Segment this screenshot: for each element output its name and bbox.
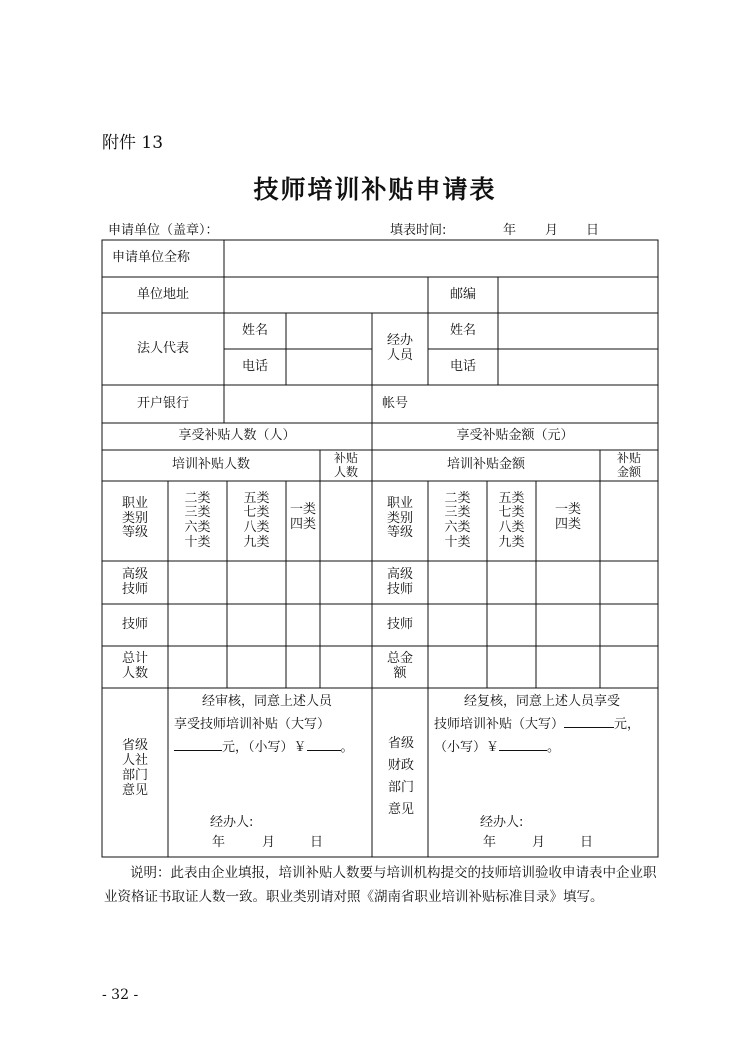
fill-time-label: 填表时间:	[390, 223, 447, 238]
prov-hr-sign-year: 年	[212, 835, 226, 850]
handler-phone-label: 电话	[449, 358, 476, 374]
postcode-field[interactable]	[498, 277, 658, 313]
training-amount-header: 培训补贴金额	[446, 457, 525, 473]
prov-fin-line3	[434, 736, 640, 759]
cat-5-7-8-9-left: 五类 七类 八类 九类	[243, 490, 270, 550]
subsidy-people-header: 享受补贴人数（人）	[178, 428, 296, 444]
page-number: - 32 -	[102, 987, 139, 1003]
prov-fin-line3a: （小写）￥	[434, 740, 500, 755]
legal-rep-name-label: 姓名	[241, 322, 268, 338]
prov-hr-sign-day: 日	[310, 835, 324, 850]
fill-day-label: 日	[586, 223, 600, 238]
senior-technician-label-right: 高级 技师	[386, 566, 413, 597]
cat-5-7-8-9-right: 五类 七类 八类 九类	[498, 490, 525, 550]
prov-fin-sign-day: 日	[580, 835, 594, 850]
prov-fin-sign-year: 年	[483, 835, 497, 850]
unit-full-name-label: 申请单位全称	[112, 250, 191, 266]
unit-address-label: 单位地址	[136, 286, 189, 302]
bank-label: 开户银行	[136, 395, 189, 411]
prov-hr-sign-month: 月	[262, 835, 276, 850]
prov-hr-line3b: 。	[340, 740, 354, 755]
handler-name-field[interactable]	[498, 313, 658, 349]
training-people-header: 培训补贴人数	[171, 457, 250, 473]
prov-fin-amount-lower-blank[interactable]	[499, 736, 547, 751]
cat-1-4-right: 一类 四类	[554, 502, 581, 532]
applicant-unit-label: 申请单位（盖章）：	[108, 223, 219, 238]
level-label-left: 职业 类别 等级	[121, 496, 148, 541]
postcode-label: 邮编	[449, 286, 476, 302]
level-label-right: 职业 类别 等级	[386, 496, 413, 541]
prov-fin-line2b: 元，	[614, 717, 641, 732]
handler-name-label: 姓名	[449, 322, 476, 338]
fill-year-label: 年	[503, 223, 517, 238]
cat-2-3-6-10-right: 二类 三类 六类 十类	[444, 490, 471, 550]
prov-hr-opinion-text	[174, 690, 354, 759]
account-field[interactable]	[428, 385, 658, 423]
sub-people-header: 补贴 人数	[333, 451, 358, 479]
legal-rep-name-field[interactable]	[286, 313, 372, 349]
prov-fin-line1: 经复核，同意上述人员享受	[464, 694, 621, 709]
prov-hr-amount-lower-blank[interactable]	[307, 736, 341, 751]
legal-rep-label: 法人代表	[136, 340, 189, 356]
prov-hr-amount-upper-blank[interactable]	[174, 736, 222, 751]
bank-field[interactable]	[224, 385, 372, 423]
form-title: 技师培训补贴申请表	[253, 175, 497, 204]
prov-hr-line3a: 元，（小写）￥	[222, 740, 307, 755]
prov-fin-line3b: 。	[547, 740, 561, 755]
handler-phone-field[interactable]	[498, 349, 658, 385]
prov-fin-opinion-label: 省级 财政 部门 意见	[387, 736, 414, 817]
prov-fin-line2	[434, 713, 640, 736]
footnote: 说明：此表由企业填报，培训补贴人数要与培训机构提交的技师培训验收申请表中企业职业资格证书取证人数一致。职业类别请对照《湖南省职业培训补贴标准目录》填写。	[104, 865, 657, 905]
total-amount-label: 总金 额	[386, 651, 413, 681]
prov-hr-line3	[174, 736, 354, 759]
account-label: 帐号	[382, 395, 409, 411]
prov-fin-opinion-text	[434, 690, 640, 759]
attachment-label: 附件 13	[102, 133, 164, 153]
subsidy-amount-header: 享受补贴金额（元）	[456, 428, 574, 444]
prov-fin-sign-month: 月	[532, 835, 546, 850]
technician-label-left: 技师	[121, 616, 148, 632]
cat-1-4-left: 一类 四类	[289, 502, 316, 532]
prov-fin-amount-upper-blank[interactable]	[564, 713, 614, 728]
prov-hr-opinion-label: 省级 人社 部门 意见	[121, 738, 148, 798]
prov-hr-handler-sign: 经办人:	[210, 815, 254, 830]
technician-label-right: 技师	[386, 616, 413, 632]
unit-address-field[interactable]	[224, 277, 428, 313]
prov-fin-line2a: 技师培训补贴（大写）	[434, 717, 565, 732]
prov-fin-handler-sign: 经办人:	[480, 815, 524, 830]
total-people-label: 总计 人数	[121, 651, 148, 681]
legal-rep-phone-field[interactable]	[286, 349, 372, 385]
sub-amount-header: 补贴 金额	[616, 451, 641, 479]
fill-month-label: 月	[545, 223, 559, 238]
prov-hr-line2: 享受技师培训补贴（大写）	[174, 717, 331, 732]
senior-technician-label-left: 高级 技师	[121, 566, 148, 597]
unit-full-name-field[interactable]	[224, 240, 658, 277]
legal-rep-phone-label: 电话	[241, 358, 268, 374]
handler-label: 经办 人员	[386, 333, 413, 363]
prov-hr-line1: 经审核，同意上述人员	[202, 694, 333, 709]
cat-2-3-6-10-left: 二类 三类 六类 十类	[184, 490, 211, 550]
